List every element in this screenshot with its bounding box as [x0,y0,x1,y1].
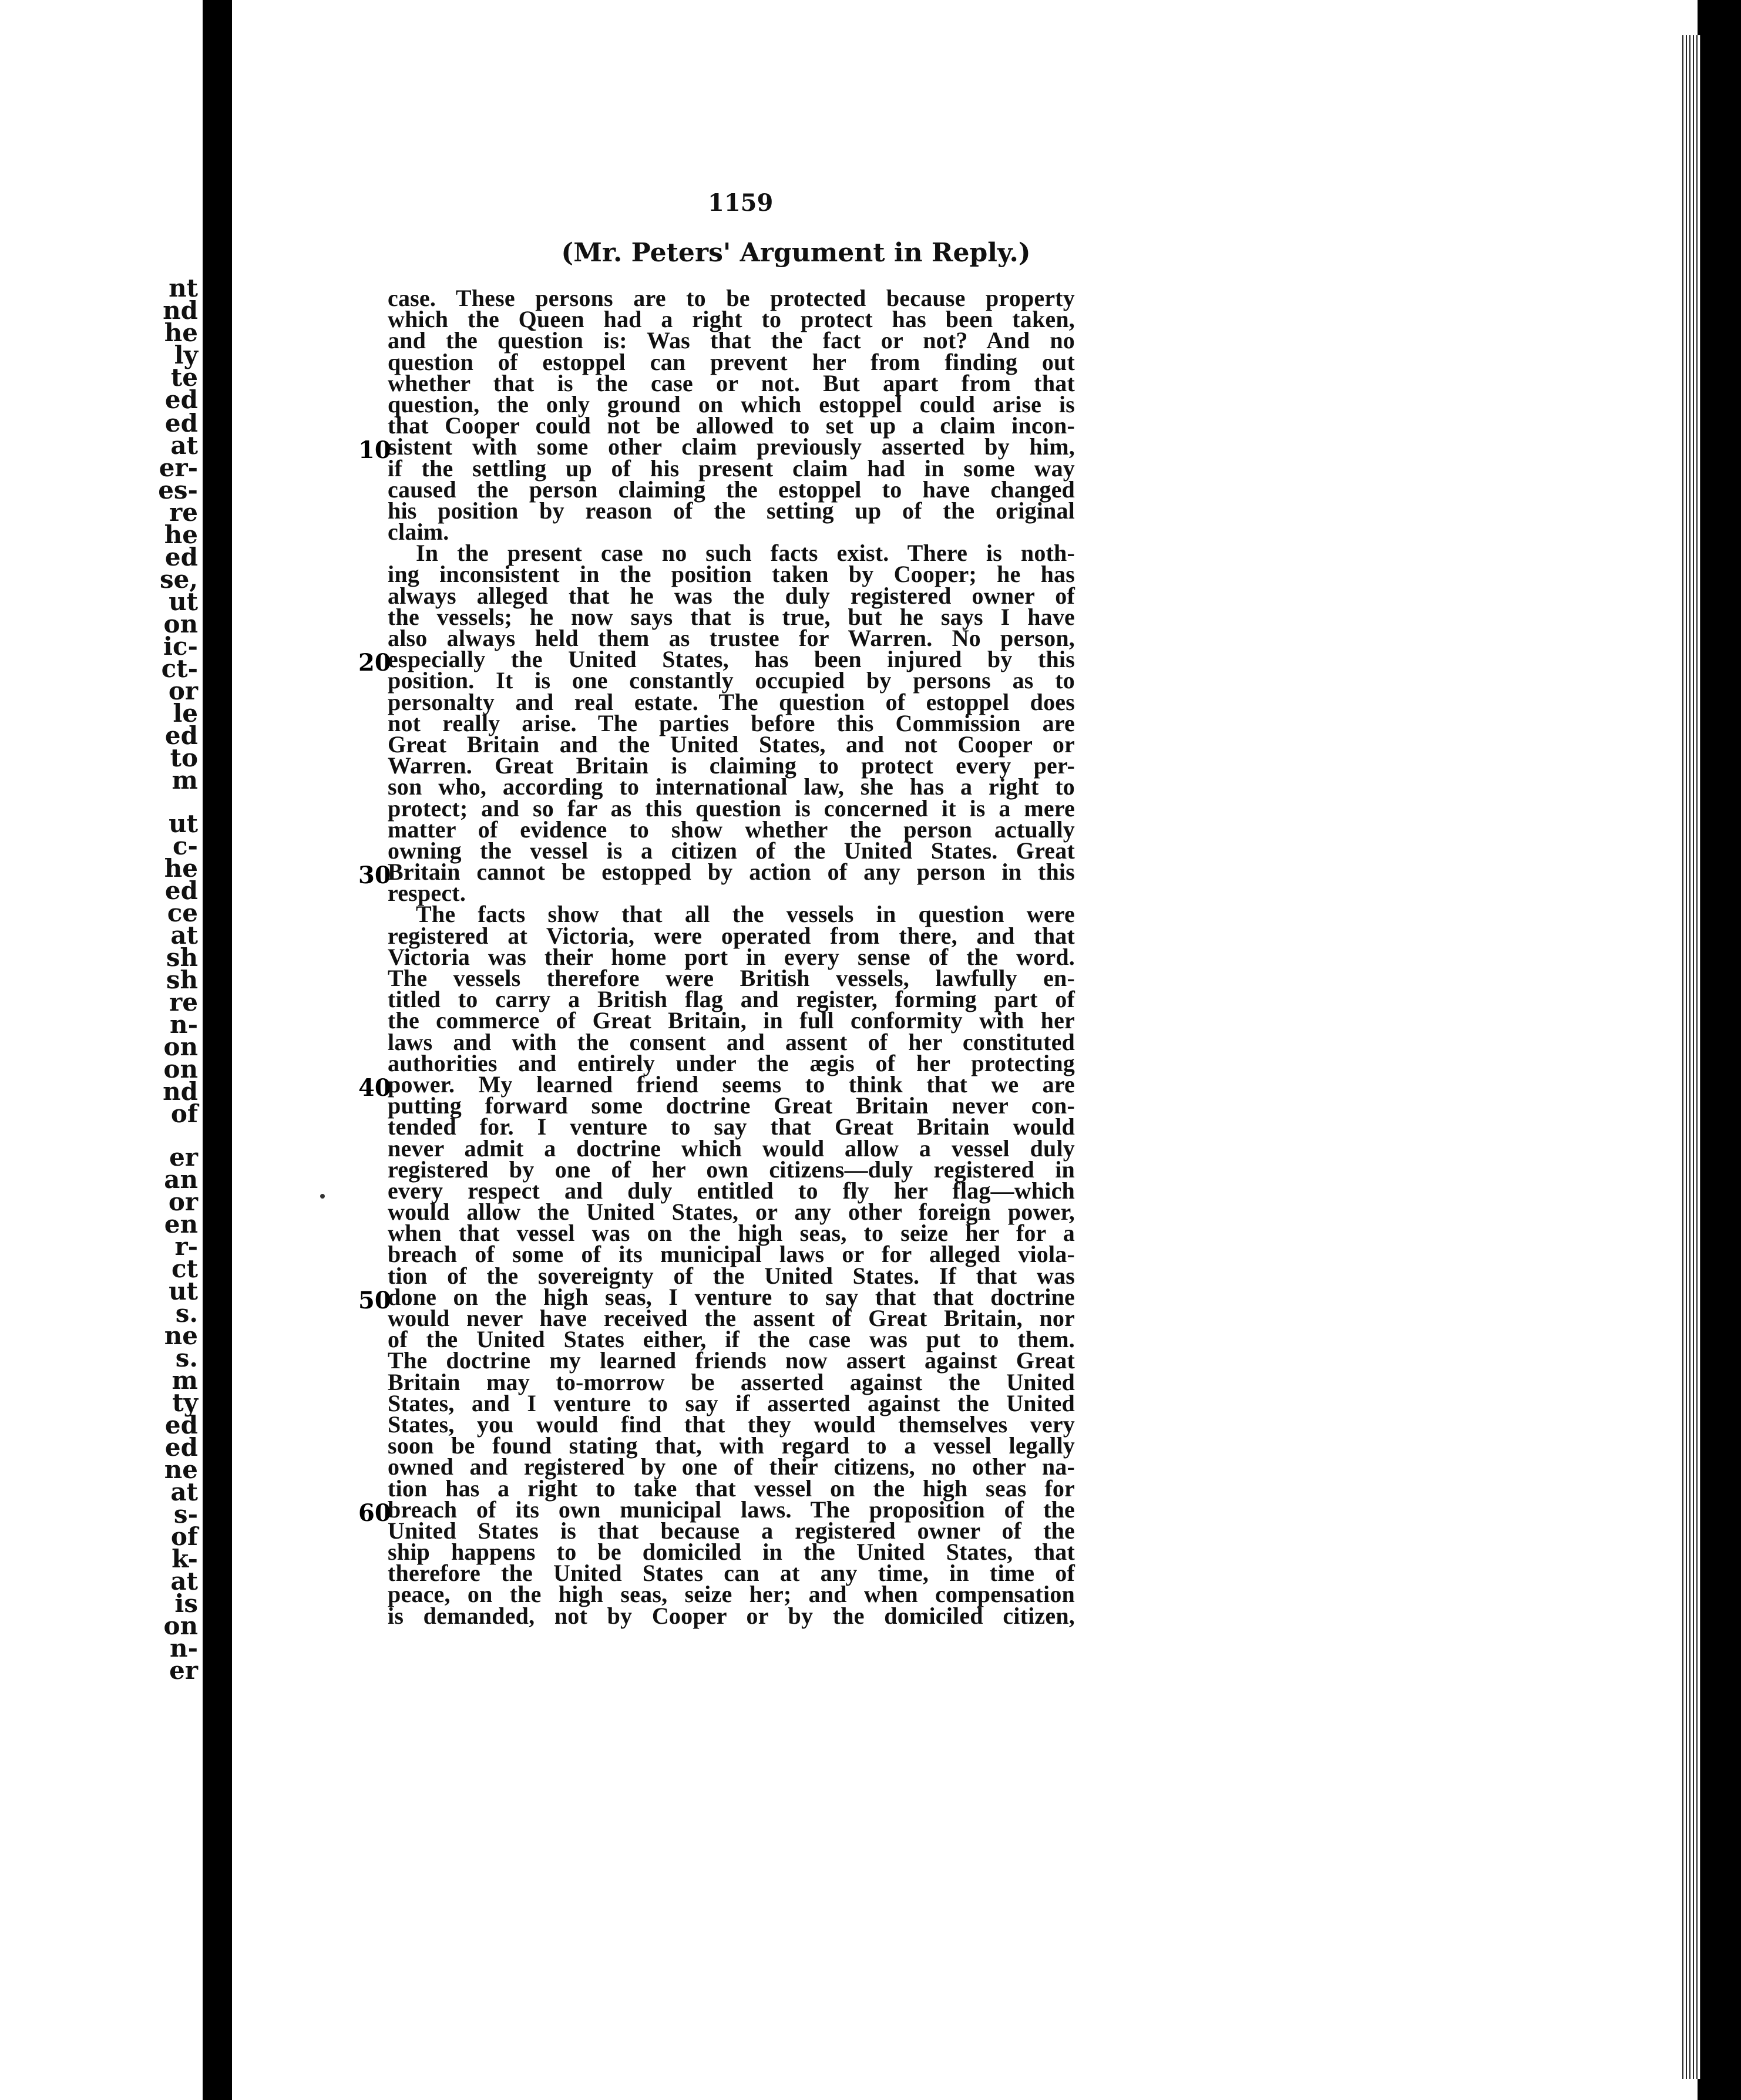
facing-page-fragment: on [163,610,198,638]
facing-page-fragment: ct [172,1254,198,1283]
body-text [358,285,1075,1629]
line-number: 40 [358,1073,391,1102]
text-line: owned and registered by one of their citizens, no other na- [388,1453,1075,1480]
line-number: 60 [358,1499,391,1527]
text-line: soon be found stating that, with regard to a vessel legally [388,1432,1075,1459]
facing-page-fragment: ed [164,1411,198,1439]
text-line: Great Britain and the United States, and not Cooper or [388,731,1075,758]
facing-page-fragment: r- [174,1232,198,1261]
text-line: tended for. I venture to say that Great Britain would [388,1113,1075,1140]
text-line: tion has a right to take that vessel on the high seas for [388,1475,1075,1502]
text-line: if the settling up of his present claim had in some way [388,455,1075,482]
text-line: ship happens to be domiciled in the United States, that [388,1539,1075,1566]
text-line: and the question is: Was that the fact or not? And no [388,327,1075,354]
text-line: his position by reason of the setting up of the original [388,497,1075,524]
page-edge-stack [1680,35,1701,2079]
facing-page-fragment: er- [159,453,198,482]
text-line: when that vessel was on the high seas, to seize her for a [388,1220,1075,1247]
text-line: respect. [388,880,466,907]
facing-page-fragment: at [170,1567,198,1596]
facing-page-fragment: ed [164,409,198,438]
text-line: putting forward some doctrine Great Britain never con- [388,1092,1075,1119]
facing-page-fragment: n- [170,1010,198,1039]
page-number: 1159 [708,189,774,217]
facing-page-fragment: ed [164,385,198,414]
text-line: never admit a doctrine which would allow a vessel duly [388,1135,1075,1162]
text-line: that Cooper could not be allowed to set up a claim incon- [388,412,1075,439]
text-line: breach of its own municipal laws. The proposition of the [388,1496,1075,1523]
facing-page-fragment: s- [173,1500,198,1529]
text-line: Victoria was their home port in every sense of the word. [388,943,1075,970]
facing-page-fragment: nd [163,1077,198,1106]
text-line: authorities and entirely under the ægis of her protecting [388,1049,1075,1076]
facing-page-fragment: ut [169,587,198,616]
facing-page-fragment: is [174,1589,198,1618]
facing-page-fragment: at [170,1478,198,1506]
line-number: 50 [358,1286,391,1314]
facing-page-fragment: ne [164,1321,198,1350]
facing-page-fragment: m [172,766,198,795]
text-line: Warren. Great Britain is claiming to protect every per- [388,752,1075,779]
facing-page-fragment: at [170,431,198,460]
facing-page-fragment: ed [164,543,198,571]
text-line: of the United States either, if the case was put to them. [388,1326,1075,1353]
facing-page-fragment: at [170,921,198,950]
facing-page-fragment: ty [172,1388,198,1417]
text-line: power. My learned friend seems to think that we are [388,1071,1075,1098]
facing-page-fragment: ct- [161,654,198,683]
text-line: United States is that because a registered owner of the [388,1517,1075,1544]
text-line: claim. [388,519,449,546]
facing-page-fragment: ic- [163,632,198,661]
text-line: owning the vessel is a citizen of the United States. Great [388,837,1075,864]
facing-page-fragment: he [164,520,198,549]
facing-page-fragment: re [169,498,198,527]
facing-page-fragment: to [170,743,198,772]
facing-page-fragment: on [163,1032,198,1061]
text-line: especially the United States, has been injured by this [388,646,1075,673]
facing-page-fragment: or [168,1187,198,1216]
facing-page-fragment: or [168,677,198,705]
facing-page-fragment: ed [164,1433,198,1462]
text-line: position. It is one constantly occupied by persons as to [388,667,1075,694]
text-line: The doctrine my learned friends now assert against Great [388,1347,1075,1374]
text-line: question, the only ground on which estoppel could arise is [388,391,1075,418]
text-line: therefore the United States can at any time, in time of [388,1560,1075,1587]
text-line: States, you would find that they would themselves very [388,1411,1075,1438]
text-line-wrap [388,1602,1075,1629]
facing-page-fragment: ed [164,876,198,905]
text-line: Britain may to-morrow be asserted against the United [388,1368,1075,1395]
text-line: tion of the sovereignty of the United States. If that was [388,1262,1075,1289]
text-line: would allow the United States, or any other foreign power, [388,1199,1075,1226]
text-line: The vessels therefore were British vessels, lawfully en- [388,965,1075,991]
facing-page-fragment: nd [163,296,198,325]
text-line: In the present case no such facts exist. There is noth- [416,540,1075,567]
line-number: 30 [358,861,391,890]
facing-page-fragment: ed [164,721,198,750]
text-line: question of estoppel can prevent her from finding out [388,348,1075,375]
text-line: titled to carry a British flag and register, forming part of [388,986,1075,1013]
text-line: every respect and duly entitled to fly her flag—which [388,1177,1075,1204]
text-line: not really arise. The parties before this Commission are [388,709,1075,736]
facing-page-fragment: en [164,1210,198,1239]
text-line: ing inconsistent in the position taken by Cooper; he has [388,561,1075,588]
text-line: done on the high seas, I venture to say that that doctrine [388,1283,1075,1310]
facing-page-fragment: te [170,363,198,392]
facing-page-fragment: of [170,1522,198,1551]
text-line: personalty and real estate. The question of estoppel does [388,688,1075,715]
text-line-wrap [388,497,1075,524]
text-line-wrap [358,859,1075,890]
facing-page-fragment: ly [174,341,198,369]
text-line: laws and with the consent and assent of her constituted [388,1028,1075,1055]
line-number: 10 [358,436,391,465]
facing-page-fragment: sh [166,943,198,972]
facing-page-fragment: an [164,1165,198,1194]
text-line: registered by one of her own citizens—duly registered in [388,1156,1075,1183]
text-line: breach of some of its municipal laws or for alleged viola- [388,1241,1075,1268]
facing-page-fragment: se, [160,565,198,594]
text-line: Britain cannot be estopped by action of any person in this [388,859,1075,886]
facing-page-fragment: s. [175,1299,198,1328]
margin-mark [320,1194,325,1199]
text-line: caused the person claiming the estoppel to have changed [388,476,1075,503]
running-head: (Mr. Peters' Argument in Reply.) [561,238,1031,268]
text-line: case. These persons are to be protected because property [388,285,1075,311]
facing-page-fragment: n- [170,1634,198,1662]
facing-page-fragment: ce [167,898,198,927]
facing-page-fragment: on [163,1055,198,1083]
text-line: peace, on the high seas, seize her; and when compensation [388,1581,1075,1608]
facing-page-fragment: s. [175,1344,198,1372]
facing-page-fragment: re [169,988,198,1017]
facing-page-fragment: ut [169,1277,198,1305]
facing-page-fragment: he [164,854,198,883]
text-line: the vessels; he now says that is true, but he says I have [388,603,1075,630]
line-number: 20 [358,649,391,677]
facing-page-fragment: nt [169,274,198,302]
text-line: son who, according to international law, she has a right to [388,773,1075,800]
text-line: would never have received the assent of Great Britain, nor [388,1305,1075,1331]
facing-page-fragment: ne [164,1455,198,1484]
facing-page-fragment: on [163,1611,198,1640]
text-line: matter of evidence to show whether the person actually [388,816,1075,843]
facing-page-fragment: k- [172,1544,198,1573]
facing-page-fragment: le [173,699,198,728]
facing-page-fragment: c- [172,832,198,860]
text-line: protect; and so far as this question is concerned it is a mere [388,795,1075,822]
text-line: always alleged that he was the duly registered owner of [388,582,1075,609]
text-line: registered at Victoria, were operated from there, and that [388,922,1075,949]
facing-page-fragment: er [169,1143,198,1172]
text-line: The facts show that all the vessels in question were [416,901,1075,928]
facing-page-fragment: ut [169,809,198,838]
facing-page-fragment: he [164,318,198,347]
facing-page-fragment: sh [166,965,198,994]
text-line: whether that is the case or not. But apart from that [388,369,1075,396]
facing-page-fragment: er [169,1656,198,1685]
facing-page [0,0,203,2100]
text-line: is demanded, not by Cooper or by the domiciled citizen, [388,1602,1075,1629]
text-line: also always held them as trustee for Warren. No person, [388,625,1075,651]
text-line: which the Queen had a right to protect has been taken, [388,306,1075,333]
facing-page-fragment: of [170,1099,198,1128]
text-line: the commerce of Great Britain, in full conformity with her [388,1007,1075,1034]
facing-page-fragment: es- [158,476,198,504]
facing-page-fragment: m [172,1366,198,1395]
text-line: sistent with some other claim previously asserted by him, [388,433,1075,460]
text-line: States, and I venture to say if asserted against the United [388,1389,1075,1416]
